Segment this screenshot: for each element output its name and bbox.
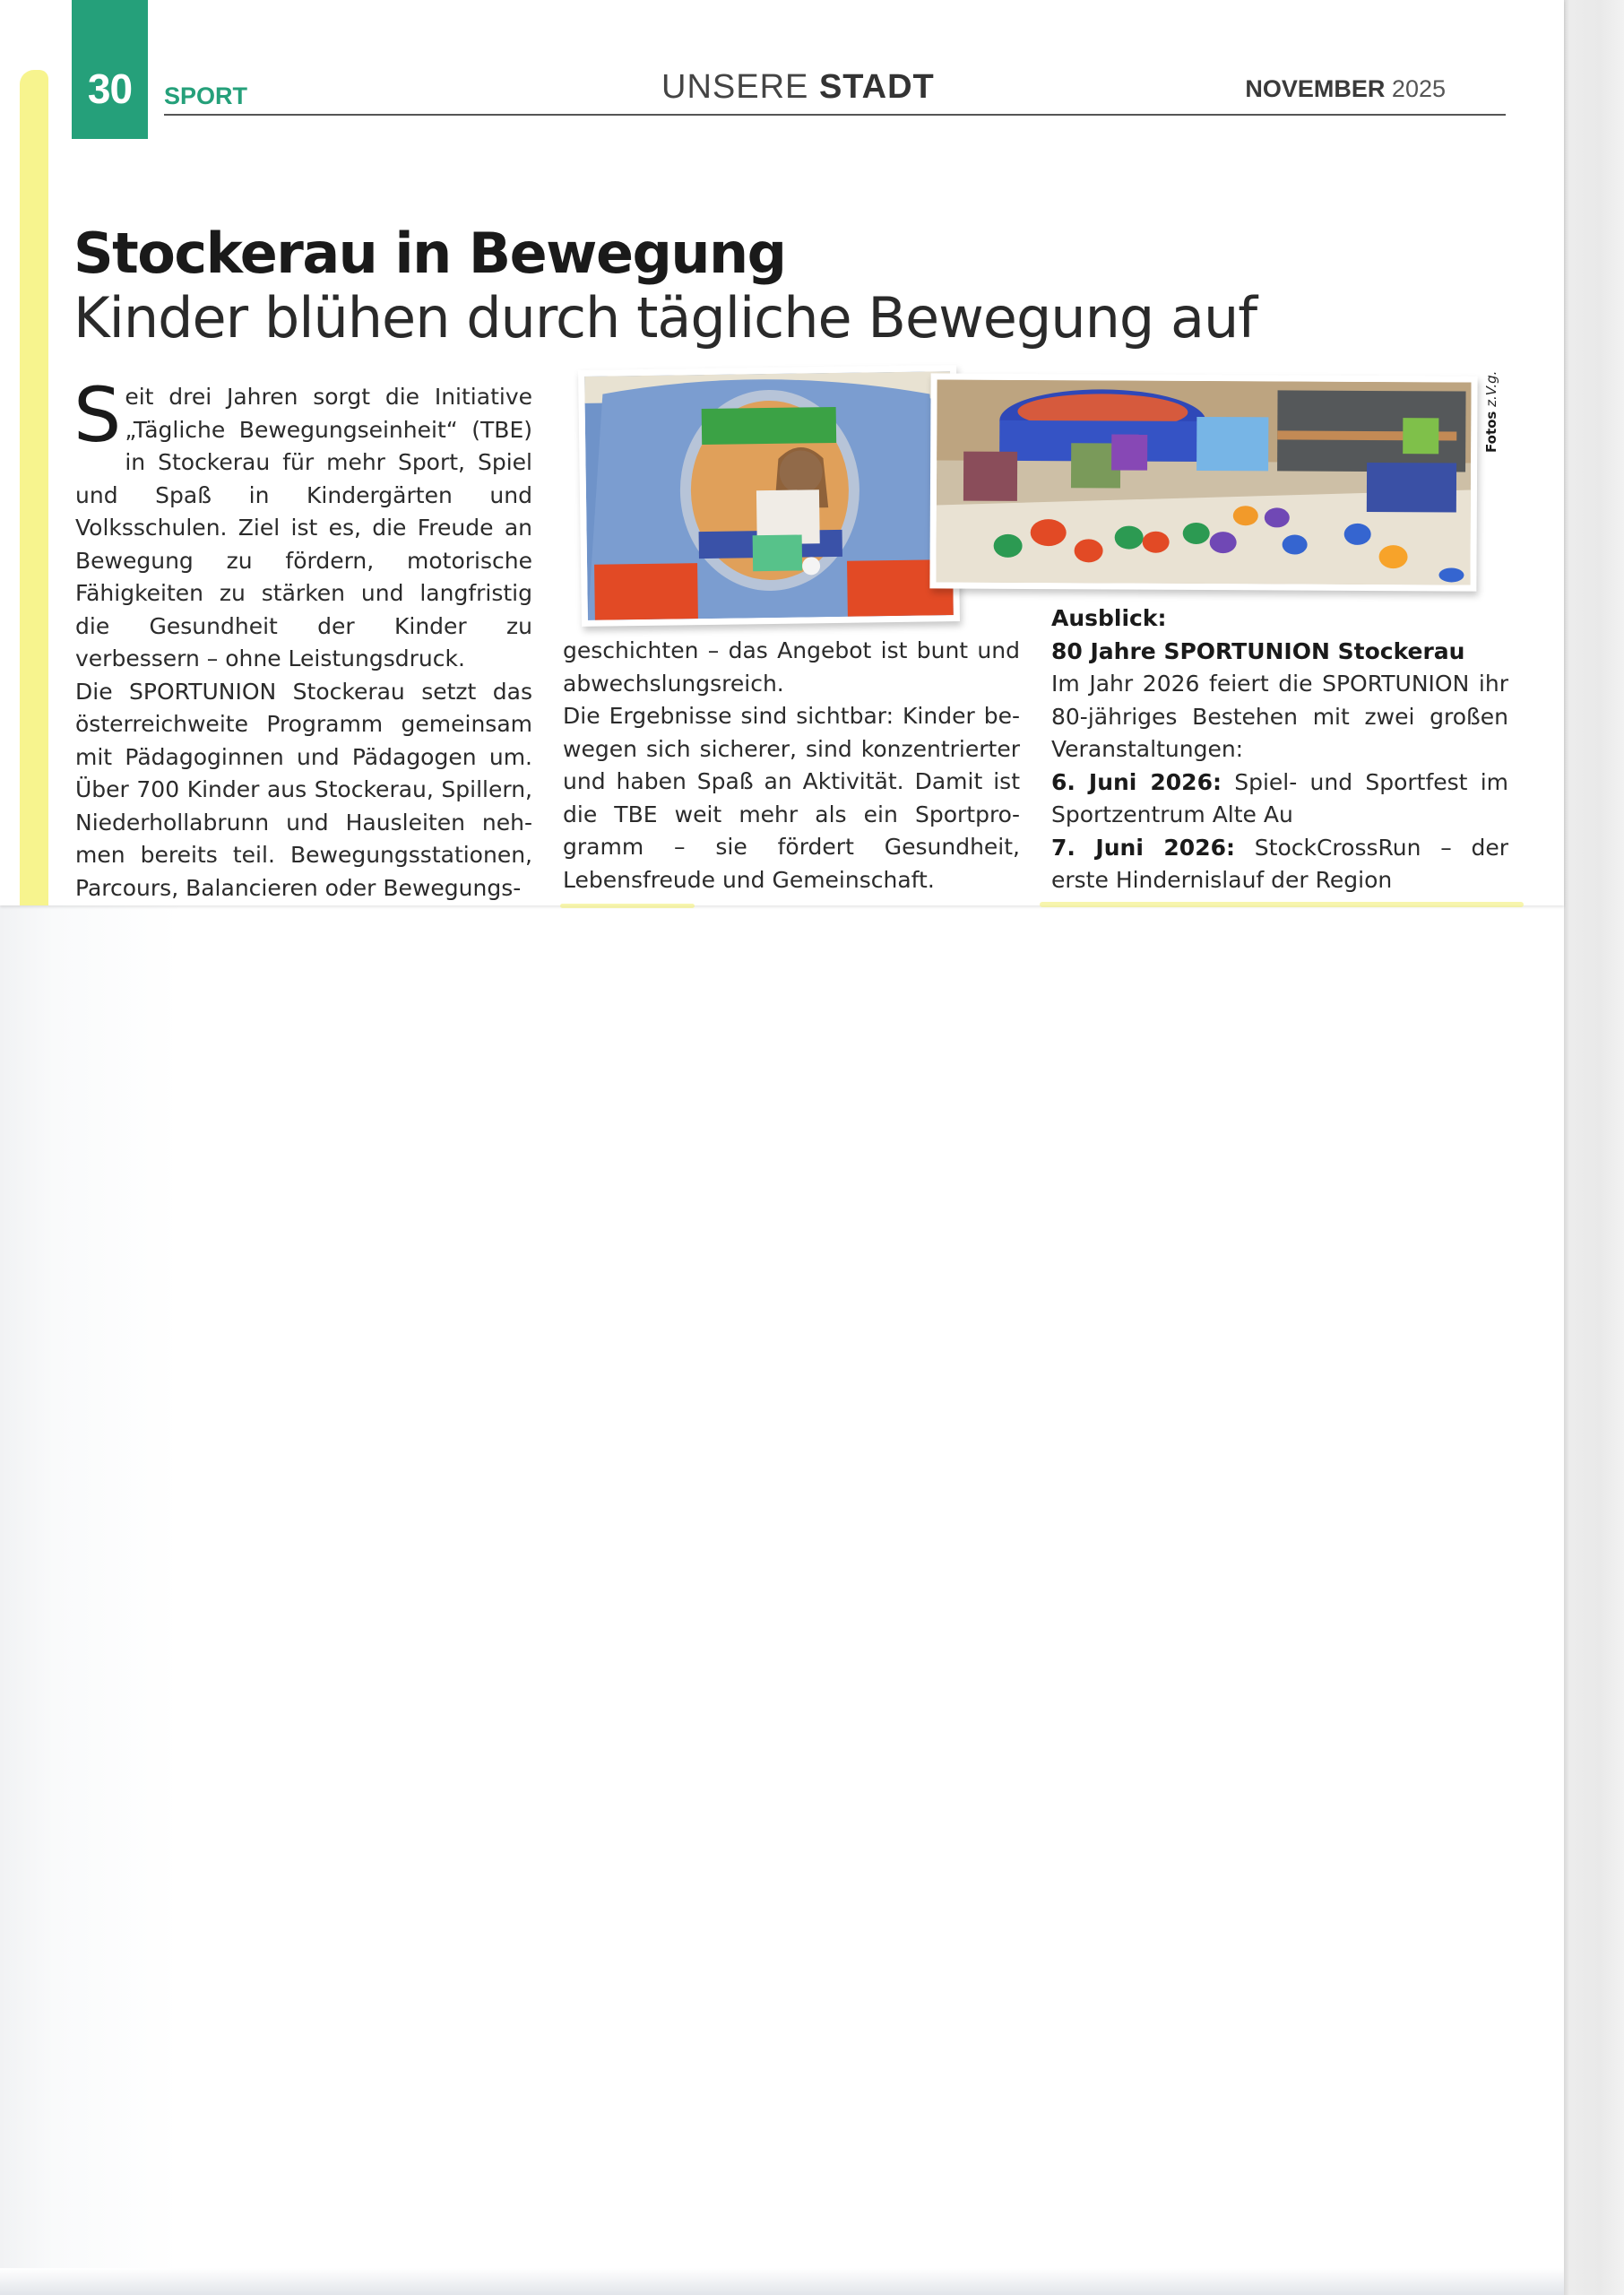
outlook-kicker: Ausblick:	[1051, 605, 1167, 631]
photo-child-tunnel	[578, 365, 960, 627]
article-clipping	[0, 0, 1564, 905]
publication-title	[661, 68, 935, 107]
highlighter-underline	[1040, 902, 1524, 907]
photo-credit-label: Fotos	[1483, 411, 1499, 453]
photo-child-tunnel-image	[584, 371, 954, 620]
photo-children-balance-stones	[929, 373, 1477, 591]
photo-credit-source: z.V.g.	[1483, 370, 1499, 407]
body-column-2	[563, 635, 1020, 896]
photo-credit	[1483, 371, 1499, 453]
headline: Stockerau in Bewegung	[73, 221, 786, 286]
event-item	[1051, 832, 1508, 897]
issue-date	[1245, 75, 1446, 103]
event-date: 6. Juni 2026:	[1051, 768, 1222, 795]
header-rule	[164, 114, 1506, 116]
paragraph: Die Ergebnisse sind sichtbar: Kinder bewegen sich sicherer, sind konzentrierter und haben Spaß an Aktivität. Damit ist die TBE weit mehr als ein Sportprogramm – sie fördert Gesundheit, Lebensfreude und Gemeinschaft.	[563, 703, 1020, 893]
issue-year: 2025	[1391, 75, 1446, 102]
outlook-box	[1051, 602, 1508, 897]
page-number: 30	[87, 65, 133, 112]
dropcap: S	[73, 371, 122, 459]
underlying-page	[0, 905, 1564, 2277]
paragraph	[73, 371, 532, 676]
event-item	[1051, 766, 1508, 832]
body-column-1	[73, 371, 532, 905]
scanner-edge	[1564, 0, 1624, 2295]
publication-title-light: UNSERE	[661, 68, 809, 106]
highlighter-mark	[20, 70, 48, 905]
event-date: 7. Juni 2026:	[1051, 834, 1235, 861]
outlook-intro: Im Jahr 2026 feiert die SPORTUNION ihr 80-jähriges Bestehen mit zwei großen Veranstaltungen:	[1051, 671, 1508, 762]
highlighter-underline	[560, 904, 695, 908]
event-text: StockCrossRun – der erste Hindernislauf der Region	[1051, 834, 1509, 893]
paragraph: geschichten – das Angebot ist bunt und abwechslungsreich.	[563, 637, 1020, 697]
issue-month: NOVEMBER	[1245, 75, 1386, 102]
outlook-title: 80 Jahre SPORTUNION Stockerau	[1051, 637, 1465, 664]
photo-children-balance-stones-image	[936, 379, 1471, 585]
paper-edge-shadow	[0, 2268, 1564, 2295]
subheadline: Kinder blühen durch tägliche Bewegung auf	[73, 285, 1257, 351]
paragraph-text: eit drei Jahren sorgt die Initiative „Tägliche Bewegungseinheit“ (TBE) in Stockerau für mehr Sport, Spiel und Spaß in Kindergärten und Volksschulen. Ziel ist es, die Freude an Bewegung zu fördern, motorische Fähigkeiten zu stärken und langfristig die Gesundheit der Kinder zu verbessern – ohne Leistungsdruck.	[75, 384, 532, 671]
section-label: SPORT	[164, 82, 248, 109]
publication-title-bold: STADT	[818, 68, 935, 106]
paragraph: Die SPORTUNION Stockerau setzt das österreichweite Programm gemeinsam mit Pädagoginnen und Pädagogen um. Über 700 Kinder aus Stockerau, Spillern, Niederhollabrunn und Hausleiten nehmen bereits teil. Bewegungsstationen, Parcours, Balancieren oder Bewegungs-	[75, 678, 532, 901]
event-text: Spiel- und Sportfest im Sportzentrum Alte Au	[1051, 768, 1509, 827]
